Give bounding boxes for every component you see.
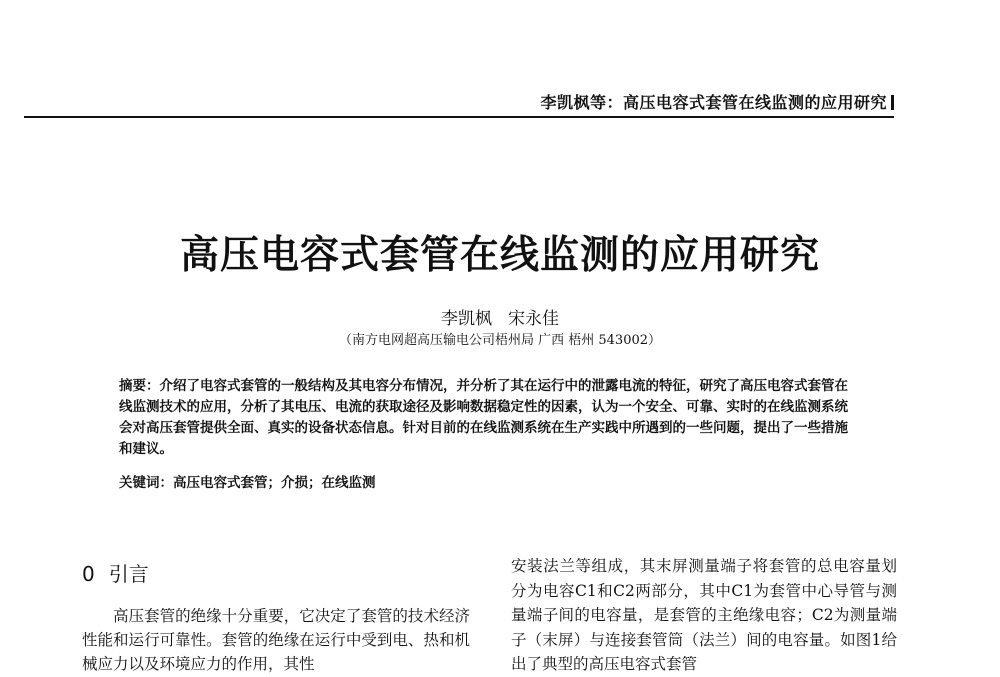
header-bar-mark	[891, 95, 894, 110]
author-2: 宋永佳	[508, 309, 559, 329]
running-header-text: 李凯枫等：高压电容式套管在线监测的应用研究	[540, 93, 887, 112]
affiliation: （南方电网超高压输电公司梧州局 广西 梧州 543002）	[338, 333, 662, 348]
left-column-paragraph: 高压套管的绝缘十分重要，它决定了套管的技术经济性能和运行可靠性。套管的绝缘在运行中受到电、热和机械应力以及环境应力的作用，其性	[82, 607, 470, 673]
author-list	[0, 304, 1000, 329]
keywords-text: 高压电容式套管；介损；在线监测	[173, 475, 376, 491]
section-number: 0	[82, 562, 95, 586]
right-column-paragraph: 安装法兰等组成，其末屏测量端子将套管的总电容量划分为电容C1和C2两部分，其中C1为套管中心导管与测量端子间的电容量，是套管的主绝缘电容；C2为测量端子（末屏）与连接套管筒（法兰）间的电容量。如图1给出了典型的高压电容式套管	[511, 557, 897, 673]
running-header	[540, 90, 894, 113]
left-column	[82, 604, 470, 676]
header-rule	[24, 116, 894, 118]
abstract-label: 摘要：	[119, 378, 160, 394]
author-1: 李凯枫	[441, 309, 492, 329]
keywords	[119, 471, 859, 491]
section-heading	[82, 558, 149, 587]
paper-title: 高压电容式套管在线监测的应用研究	[179, 233, 820, 278]
keywords-label: 关键词：	[119, 475, 173, 491]
right-column	[511, 554, 897, 677]
abstract	[119, 376, 859, 460]
section-title: 引言	[108, 562, 149, 586]
abstract-text: 介绍了电容式套管的一般结构及其电容分布情况，并分析了其在运行中的泄露电流的特征，研究了高压电容式套管在线监测技术的应用，分析了其电压、电流的获取途径及影响数据稳定性的因素，认为一个安全、可靠、实时的在线监测系统会对高压套管提供全面、真实的设备状态信息。针对目前的在线监测系统在生产实践中所遇到的一些问题，提出了一些措施和建议。	[119, 378, 848, 457]
